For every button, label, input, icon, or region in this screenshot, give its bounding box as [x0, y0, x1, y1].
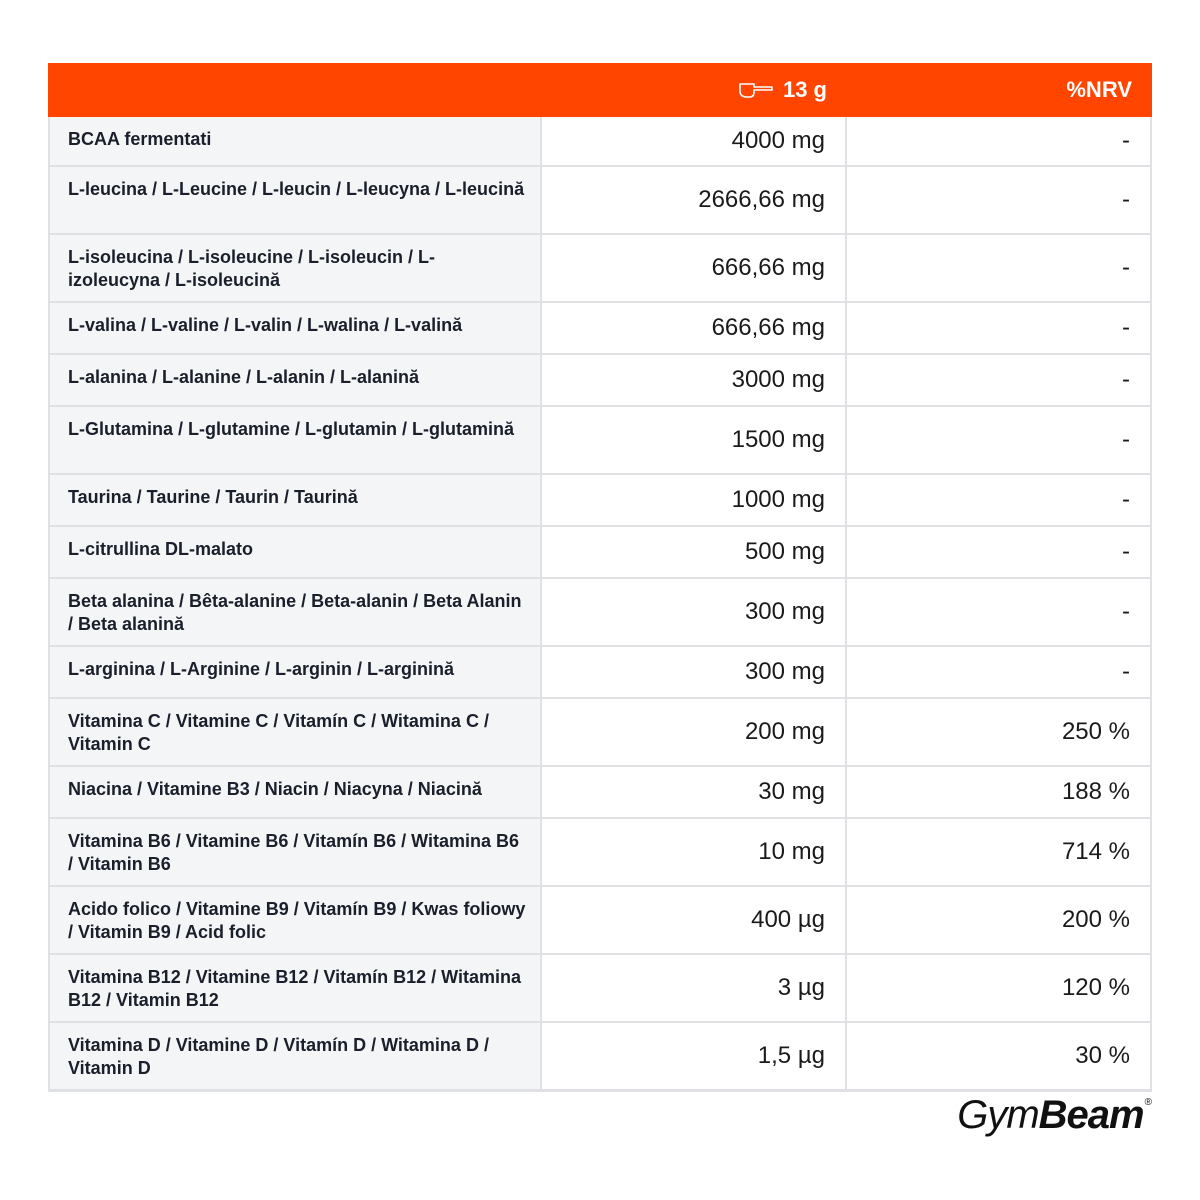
nutrient-nrv: 250 % — [847, 699, 1152, 765]
table-row — [48, 301, 1152, 353]
header-dose-column — [542, 77, 847, 103]
nutrient-amount: 3000 mg — [542, 355, 847, 405]
nutrient-amount: 3 µg — [542, 955, 847, 1021]
nutrient-name: Vitamina B6 / Vitamine B6 / Vitamín B6 / Witamina B6 / Vitamin B6 — [48, 819, 542, 885]
nutrient-name: Taurina / Taurine / Taurin / Taurină — [48, 475, 542, 525]
logo-text-beam: Beam — [1038, 1093, 1144, 1137]
nutrient-name: Acido folico / Vitamine B9 / Vitamín B9 / Kwas foliowy / Vitamin B9 / Acid folic — [48, 887, 542, 953]
table-row — [48, 577, 1152, 645]
nutrient-amount: 2666,66 mg — [542, 167, 847, 233]
nutrient-amount: 666,66 mg — [542, 235, 847, 301]
nutrient-name: L-alanina / L-alanine / L-alanin / L-alanină — [48, 355, 542, 405]
nutrient-nrv: 200 % — [847, 887, 1152, 953]
nutrient-nrv: - — [847, 579, 1152, 645]
table-row — [48, 885, 1152, 953]
nutrient-nrv: - — [847, 167, 1152, 233]
nutrient-nrv: - — [847, 527, 1152, 577]
nutrient-amount: 4000 mg — [542, 117, 847, 165]
nutrient-name: L-Glutamina / L-glutamine / L-glutamin / L-glutamină — [48, 407, 542, 473]
nutrient-name: Vitamina B12 / Vitamine B12 / Vitamín B12 / Witamina B12 / Vitamin B12 — [48, 955, 542, 1021]
table-row — [48, 525, 1152, 577]
registered-mark: ® — [1144, 1097, 1152, 1108]
table-row — [48, 233, 1152, 301]
nutrient-nrv: - — [847, 407, 1152, 473]
nutrient-nrv: 120 % — [847, 955, 1152, 1021]
nutrient-nrv: 188 % — [847, 767, 1152, 817]
nutrient-name: L-leucina / L-Leucine / L-leucin / L-leucyna / L-leucină — [48, 167, 542, 233]
table-row — [48, 117, 1152, 165]
nutrient-name: BCAA fermentati — [48, 117, 542, 165]
nrv-header-label: %NRV — [1066, 77, 1132, 102]
logo-text-gym: Gym — [957, 1093, 1039, 1137]
table-row — [48, 165, 1152, 233]
nutrient-amount: 30 mg — [542, 767, 847, 817]
nutrient-nrv: - — [847, 355, 1152, 405]
table-row — [48, 817, 1152, 885]
scoop-icon — [737, 79, 775, 101]
nutrient-nrv: - — [847, 117, 1152, 165]
nutrient-name: Vitamina C / Vitamine C / Vitamín C / Witamina C / Vitamin C — [48, 699, 542, 765]
table-row — [48, 473, 1152, 525]
table-row — [48, 353, 1152, 405]
table-body — [48, 117, 1152, 1089]
nutrient-amount: 1,5 µg — [542, 1023, 847, 1089]
nutrient-nrv: - — [847, 647, 1152, 697]
table-row — [48, 953, 1152, 1021]
nutrient-name: Vitamina D / Vitamine D / Vitamín D / Witamina D / Vitamin D — [48, 1023, 542, 1089]
nutrient-nrv: - — [847, 235, 1152, 301]
nutrition-table — [48, 63, 1152, 1092]
nutrient-name: Niacina / Vitamine B3 / Niacin / Niacyna / Niacină — [48, 767, 542, 817]
table-header — [48, 63, 1152, 117]
nutrient-amount: 1000 mg — [542, 475, 847, 525]
nutrient-nrv: - — [847, 475, 1152, 525]
serving-size-label: 13 g — [782, 77, 827, 102]
table-row — [48, 697, 1152, 765]
nutrient-amount: 400 µg — [542, 887, 847, 953]
nutrient-nrv: 714 % — [847, 819, 1152, 885]
nutrient-amount: 1500 mg — [542, 407, 847, 473]
nutrient-name: L-citrullina DL-malato — [48, 527, 542, 577]
nutrient-amount: 10 mg — [542, 819, 847, 885]
nutrient-name: L-isoleucina / L-isoleucine / L-isoleucin / L-izoleucyna / L-isoleucină — [48, 235, 542, 301]
table-row — [48, 405, 1152, 473]
nutrient-amount: 666,66 mg — [542, 303, 847, 353]
table-row — [48, 645, 1152, 697]
nutrient-name: L-arginina / L-Arginine / L-arginin / L-arginină — [48, 647, 542, 697]
nutrient-amount: 300 mg — [542, 647, 847, 697]
gymbeam-logo — [957, 1093, 1152, 1138]
nutrient-name: L-valina / L-valine / L-valin / L-walina / L-valină — [48, 303, 542, 353]
nutrient-amount: 200 mg — [542, 699, 847, 765]
table-row — [48, 765, 1152, 817]
nutrient-nrv: - — [847, 303, 1152, 353]
nutrient-name: Beta alanina / Bêta-alanine / Beta-alanin / Beta Alanin / Beta alanină — [48, 579, 542, 645]
table-row — [48, 1021, 1152, 1089]
nutrient-amount: 300 mg — [542, 579, 847, 645]
nutrient-nrv: 30 % — [847, 1023, 1152, 1089]
nutrient-amount: 500 mg — [542, 527, 847, 577]
